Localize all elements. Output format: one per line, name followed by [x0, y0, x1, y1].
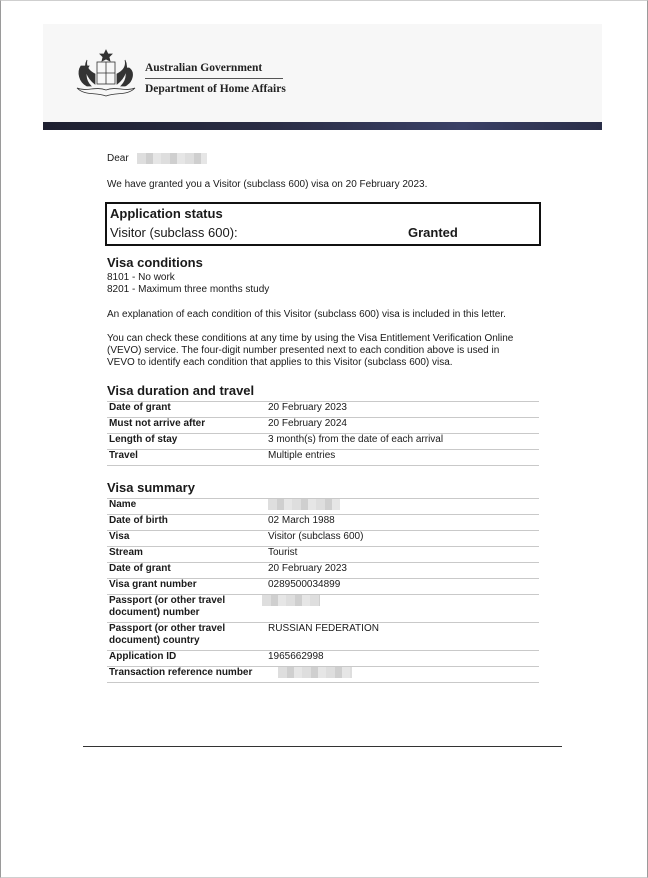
department-name: Department of Home Affairs: [145, 83, 286, 95]
application-status-box: [105, 202, 541, 246]
org-name: Australian Government: [145, 62, 263, 74]
row-value: Tourist: [266, 547, 539, 563]
table-row: [107, 667, 539, 683]
row-value: RUSSIAN FEDERATION: [266, 623, 539, 651]
row-label: Travel: [107, 450, 266, 466]
row-value: 20 February 2023: [266, 402, 539, 418]
row-label: Date of grant: [107, 402, 266, 418]
row-value: Visitor (subclass 600): [266, 531, 539, 547]
header-banner: [43, 122, 602, 130]
status-value: Granted: [408, 225, 458, 240]
row-label: Date of birth: [107, 515, 266, 531]
row-label: Visa: [107, 531, 266, 547]
redacted-value: [262, 595, 320, 606]
summary-table: [107, 498, 539, 683]
salutation-text: Dear: [107, 153, 129, 165]
table-row: [107, 547, 539, 563]
table-row: [107, 651, 539, 667]
row-value: 20 February 2024: [266, 418, 539, 434]
vevo-text-line: (VEVO) service. The four-digit number presented next to each condition above is used in: [107, 345, 500, 356]
duration-heading: Visa duration and travel: [107, 383, 255, 398]
org-divider: [145, 78, 283, 79]
row-label: Stream: [107, 547, 266, 563]
row-value: 20 February 2023: [266, 563, 539, 579]
row-label: Transaction reference number: [107, 667, 266, 683]
table-row: [107, 418, 539, 434]
row-value: Multiple entries: [266, 450, 539, 466]
table-row: [107, 623, 539, 651]
table-row: [107, 499, 539, 515]
row-label-line: document) number: [109, 607, 200, 618]
row-label-line: Passport (or other travel: [109, 623, 226, 634]
footer-divider: [83, 746, 562, 747]
row-label: Date of grant: [107, 563, 266, 579]
row-label-line: document) country: [109, 635, 200, 646]
redacted-name: [137, 153, 207, 164]
intro-text: We have granted you a Visitor (subclass 600) visa on 20 February 2023.: [107, 179, 428, 190]
coat-of-arms-icon: [73, 46, 139, 100]
status-label: Visitor (subclass 600):: [110, 225, 238, 240]
row-label: Length of stay: [107, 434, 266, 450]
salutation: [107, 153, 207, 165]
row-value: [266, 499, 539, 515]
redacted-value: [278, 667, 352, 678]
table-row: [107, 579, 539, 595]
table-row: [107, 563, 539, 579]
row-value: [266, 667, 539, 683]
letterhead: [43, 24, 602, 122]
row-label-line: Passport (or other travel: [109, 595, 226, 606]
summary-heading: Visa summary: [107, 480, 195, 495]
table-row: [107, 434, 539, 450]
row-label: Name: [107, 499, 266, 515]
table-row: [107, 450, 539, 466]
row-label: Must not arrive after: [107, 418, 266, 434]
row-value: 1965662998: [266, 651, 539, 667]
row-label: Visa grant number: [107, 579, 266, 595]
table-row: [107, 595, 539, 623]
vevo-text-line: VEVO to identify each condition that applies to this Visitor (subclass 600) visa.: [107, 357, 453, 368]
table-row: [107, 515, 539, 531]
status-title: Application status: [110, 206, 223, 221]
conditions-heading: Visa conditions: [107, 255, 203, 270]
duration-table: [107, 401, 539, 466]
condition-item: 8201 - Maximum three months study: [107, 284, 270, 295]
table-row: [107, 402, 539, 418]
row-label: [107, 623, 266, 651]
table-row: [107, 531, 539, 547]
row-label: [107, 595, 266, 623]
condition-item: 8101 - No work: [107, 272, 175, 283]
vevo-text-line: You can check these conditions at any time by using the Visa Entitlement Verification Online: [107, 333, 514, 344]
conditions-explanation: An explanation of each condition of this Visitor (subclass 600) visa is included in this letter.: [107, 309, 506, 320]
row-value: 3 month(s) from the date of each arrival: [266, 434, 539, 450]
row-value: 0289500034899: [266, 579, 539, 595]
row-value: 02 March 1988: [266, 515, 539, 531]
row-label: Application ID: [107, 651, 266, 667]
redacted-value: [268, 499, 340, 510]
row-value: [266, 595, 539, 623]
